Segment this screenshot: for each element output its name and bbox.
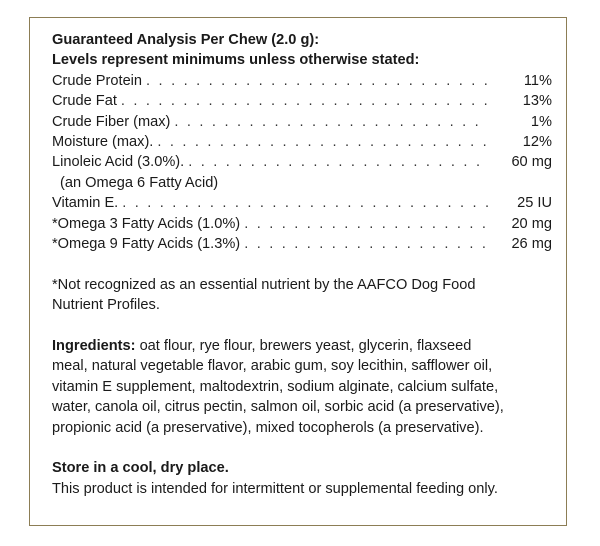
linoleic-note: (an Omega 6 Fatty Acid) xyxy=(60,174,219,191)
spacer xyxy=(52,438,552,458)
ingredients-paragraph xyxy=(52,336,510,438)
nutrient-name: *Omega 9 Fatty Acids (1.3%) xyxy=(52,236,241,253)
dot-leader xyxy=(244,234,488,254)
analysis-row-moisture xyxy=(52,132,552,152)
dot-leader xyxy=(157,132,488,152)
label-content xyxy=(52,30,552,499)
nutrient-name: Crude Protein xyxy=(52,72,143,89)
storage-heading: Store in a cool, dry place. xyxy=(52,460,229,477)
ingredients-list: oat flour, rye flour, brewers yeast, glycerin, flaxseed meal, natural vegetable flavor, arabic gum, soy lecithin, safflower oil, vitamin E supplement, maltodextrin, sodium alginate, calcium sulfate, water, canola oil, citrus pectin, salmon oil, sorbic acid (a preservative), propionic acid (a preservative), mixed tocopherols (a preservative). xyxy=(52,338,504,436)
analysis-subtitle: Levels represent minimums unless otherwise stated: xyxy=(52,52,420,69)
dot-leader xyxy=(188,152,488,172)
dot-leader xyxy=(174,112,488,132)
analysis-title: Guaranteed Analysis Per Chew (2.0 g): xyxy=(52,32,320,48)
nutrient-value: 26 mg xyxy=(511,236,552,253)
dot-leader xyxy=(146,71,488,91)
analysis-row-crude-fiber xyxy=(52,112,552,132)
nutrient-value: 25 IU xyxy=(517,195,552,212)
ingredients-label: Ingredients: xyxy=(52,338,136,355)
nutrient-value: 12% xyxy=(522,134,552,151)
feeding-statement: This product is intended for intermittent or supplemental feeding only. xyxy=(52,480,498,497)
spacer xyxy=(52,316,552,336)
analysis-row-omega-9 xyxy=(52,234,552,254)
dot-leader xyxy=(244,214,488,234)
analysis-row-linoleic-acid xyxy=(52,152,552,172)
spacer xyxy=(52,254,552,274)
nutrient-name: *Omega 3 Fatty Acids (1.0%) xyxy=(52,215,241,232)
nutrient-name: Moisture (max). xyxy=(52,134,154,151)
analysis-row-vitamin-e xyxy=(52,193,552,213)
aafco-footnote: *Not recognized as an essential nutrient by the AAFCO Dog Food Nutrient Profiles. xyxy=(52,276,476,314)
dot-leader xyxy=(121,91,488,111)
dot-leader xyxy=(122,193,488,213)
nutrient-name: Vitamin E. xyxy=(52,195,119,212)
nutrient-value: 20 mg xyxy=(511,215,552,232)
analysis-row-crude-protein xyxy=(52,71,552,91)
analysis-row-crude-fat xyxy=(52,91,552,111)
nutrient-value: 1% xyxy=(530,113,552,130)
nutrient-value: 60 mg xyxy=(511,154,552,171)
nutrient-name: Linoleic Acid (3.0%). xyxy=(52,154,185,171)
nutrient-value: 13% xyxy=(522,93,552,110)
nutrient-name: Crude Fiber (max) xyxy=(52,113,171,130)
nutrient-value: 11% xyxy=(523,72,552,89)
analysis-row-omega-3 xyxy=(52,214,552,234)
nutrient-name: Crude Fat xyxy=(52,93,117,110)
